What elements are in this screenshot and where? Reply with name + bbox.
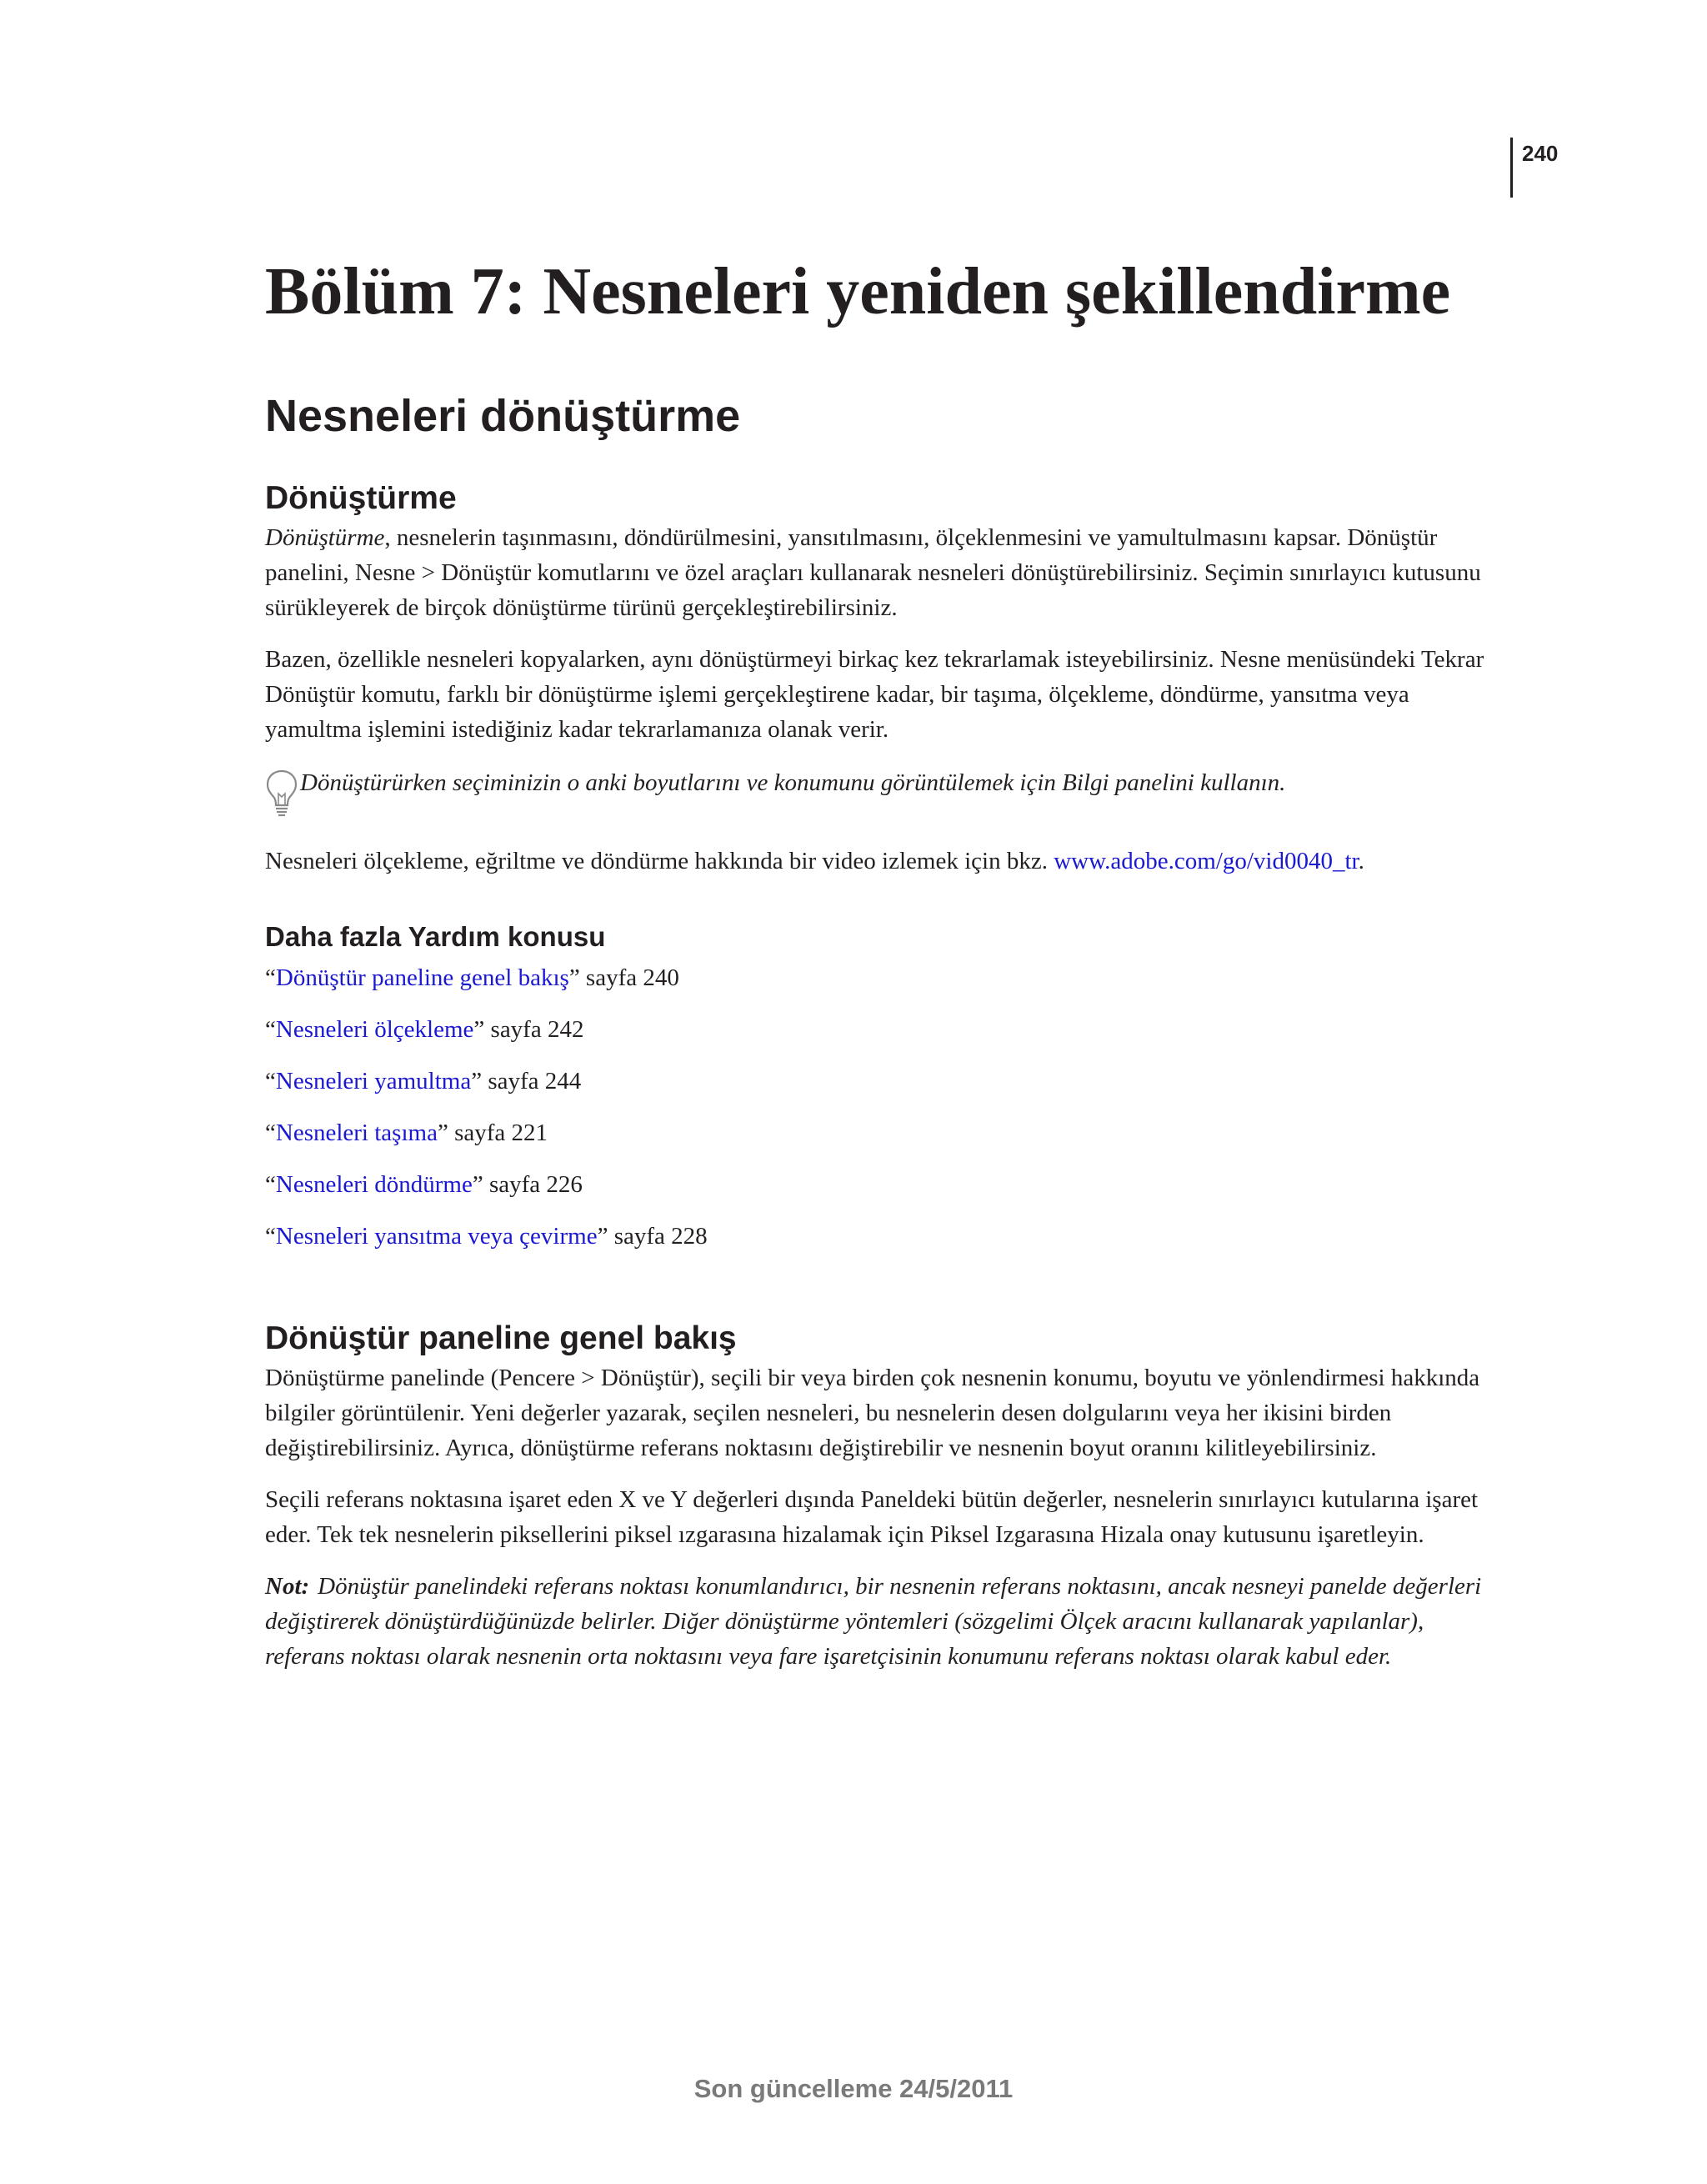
video-text: Nesneleri ölçekleme, eğriltme ve döndürme hakkında bir video izlemek için bkz. xyxy=(265,848,1054,874)
help-item-page: ” sayfa 240 xyxy=(568,964,679,991)
page-number-rule xyxy=(1510,138,1513,198)
help-links-list xyxy=(265,960,1507,1270)
help-link-dondurme[interactable]: Nesneleri döndürme xyxy=(275,1171,473,1198)
intro-paragraph-text: , nesnelerin taşınmasını, döndürülmesini, yansıtılmasını, ölçeklenmesini ve yamultulmasını kapsar. Dönüştür panelini, Nesne > Dönüştür komutlarını ve özel araçları kullanarak nesneleri dönüştürebilirsiniz. Seçimin sınırlayıcı kutusunu sürükleyerek de birçok dönüştürme türünü gerçekleştirebilirsiniz. xyxy=(265,524,1481,621)
help-item xyxy=(265,1115,1507,1167)
page-number: 240 xyxy=(1522,141,1559,166)
help-item-page: ” sayfa 244 xyxy=(471,1068,582,1095)
help-link-olcekleme[interactable]: Nesneleri ölçekleme xyxy=(275,1016,474,1043)
panel-overview-paragraph: Dönüştürme panelinde (Pencere > Dönüştür), seçili bir veya birden çok nesnenin konumu, boyutu ve yönlendirmesi hakkında bilgiler görüntülenir. Yeni değerler yazarak, seçilen nesneleri, bu nesnelerin desen dolgularını veya her ikisini birden değiştirebilirsiniz. Ayrıca, dönüştürme referans noktasını değiştirebilir ve nesnenin boyut oranını kilitleyebilirsiniz. xyxy=(265,1365,1480,1461)
note-text: Dönüştür panelindeki referans noktası konumlandırıcı, bir nesnenin referans noktasını, ancak nesneyi panelde değerleri değiştirerek dönüştürdüğünüzde belirler. Diğer dönüştürme yöntemleri (sözgelimi Ölçek aracını kullanarak yapılanlar), referans noktası olarak nesnenin orta noktasını veya fare işaretçisinin konumunu referans noktası olarak kabul eder. xyxy=(265,1573,1482,1670)
intro-term: Dönüştürme xyxy=(265,524,385,551)
help-item-page: ” sayfa 242 xyxy=(473,1016,584,1043)
help-item-open-quote: “ xyxy=(265,1171,276,1198)
help-link-yansitma[interactable]: Nesneleri yansıtma veya çevirme xyxy=(275,1223,598,1250)
tip-paragraph xyxy=(265,765,1507,800)
help-item-open-quote: “ xyxy=(265,1016,276,1043)
subsection-title-panel-overview: Dönüştür paneline genel bakış xyxy=(265,1320,737,1356)
help-item-open-quote: “ xyxy=(265,1120,276,1146)
video-paragraph xyxy=(265,844,1507,879)
reference-values-paragraph: Seçili referans noktasına işaret eden X ve Y değerleri dışında Paneldeki bütün değerler, nesnelerin sınırlayıcı kutularına işaret eder. Tek tek nesnelerin piksellerini piksel ızgarasına hizalamak için Piksel Izgarasına Hizala onay kutusunu işaretleyin. xyxy=(265,1486,1479,1548)
help-item-open-quote: “ xyxy=(265,964,276,991)
help-item-page: ” sayfa 221 xyxy=(437,1120,548,1146)
tip-text: Dönüştürürken seçiminizin o anki boyutlarını ve konumunu görüntülemek için Bilgi panelini kullanın. xyxy=(300,769,1286,796)
help-item xyxy=(265,1219,1507,1270)
video-link[interactable]: www.adobe.com/go/vid0040_tr xyxy=(1054,848,1359,874)
help-item-page: ” sayfa 228 xyxy=(597,1223,708,1250)
help-item xyxy=(265,1012,1507,1064)
subsection-title-donusturme: Dönüştürme xyxy=(265,480,457,516)
help-link-tasima[interactable]: Nesneleri taşıma xyxy=(275,1120,438,1146)
chapter-title: Bölüm 7: Nesneleri yeniden şekillendirme xyxy=(265,255,1451,328)
help-item xyxy=(265,1064,1507,1115)
video-end: . xyxy=(1358,848,1364,874)
help-heading: Daha fazla Yardım konusu xyxy=(265,921,606,952)
repeat-transform-paragraph: Bazen, özellikle nesneleri kopyalarken, aynı dönüştürmeyi birkaç kez tekrarlamak isteyebilirsiniz. Nesne menüsündeki Tekrar Dönüştür komutu, farklı bir dönüştürme işlemi gerçekleştirene kadar, bir taşıma, ölçekleme, döndürme, yansıtma veya yamultma işlemini istediğiniz kadar tekrarlamanıza olanak verir. xyxy=(265,646,1484,743)
page-content xyxy=(265,250,1507,1674)
help-item xyxy=(265,960,1507,1012)
lightbulb-icon xyxy=(265,769,298,819)
help-link-yamultma[interactable]: Nesneleri yamultma xyxy=(275,1068,472,1095)
help-link-donustur-paneli[interactable]: Dönüştür paneline genel bakış xyxy=(275,964,569,991)
note-paragraph xyxy=(265,1569,1507,1674)
help-item xyxy=(265,1167,1507,1219)
help-item-open-quote: “ xyxy=(265,1068,276,1095)
note-label: Not: xyxy=(265,1573,310,1600)
help-item-open-quote: “ xyxy=(265,1223,276,1250)
intro-paragraph xyxy=(265,520,1507,625)
help-item-page: ” sayfa 226 xyxy=(472,1171,583,1198)
section-title: Nesneleri dönüştürme xyxy=(265,391,741,441)
page-footer: Son güncelleme 24/5/2011 xyxy=(693,2074,1014,2103)
